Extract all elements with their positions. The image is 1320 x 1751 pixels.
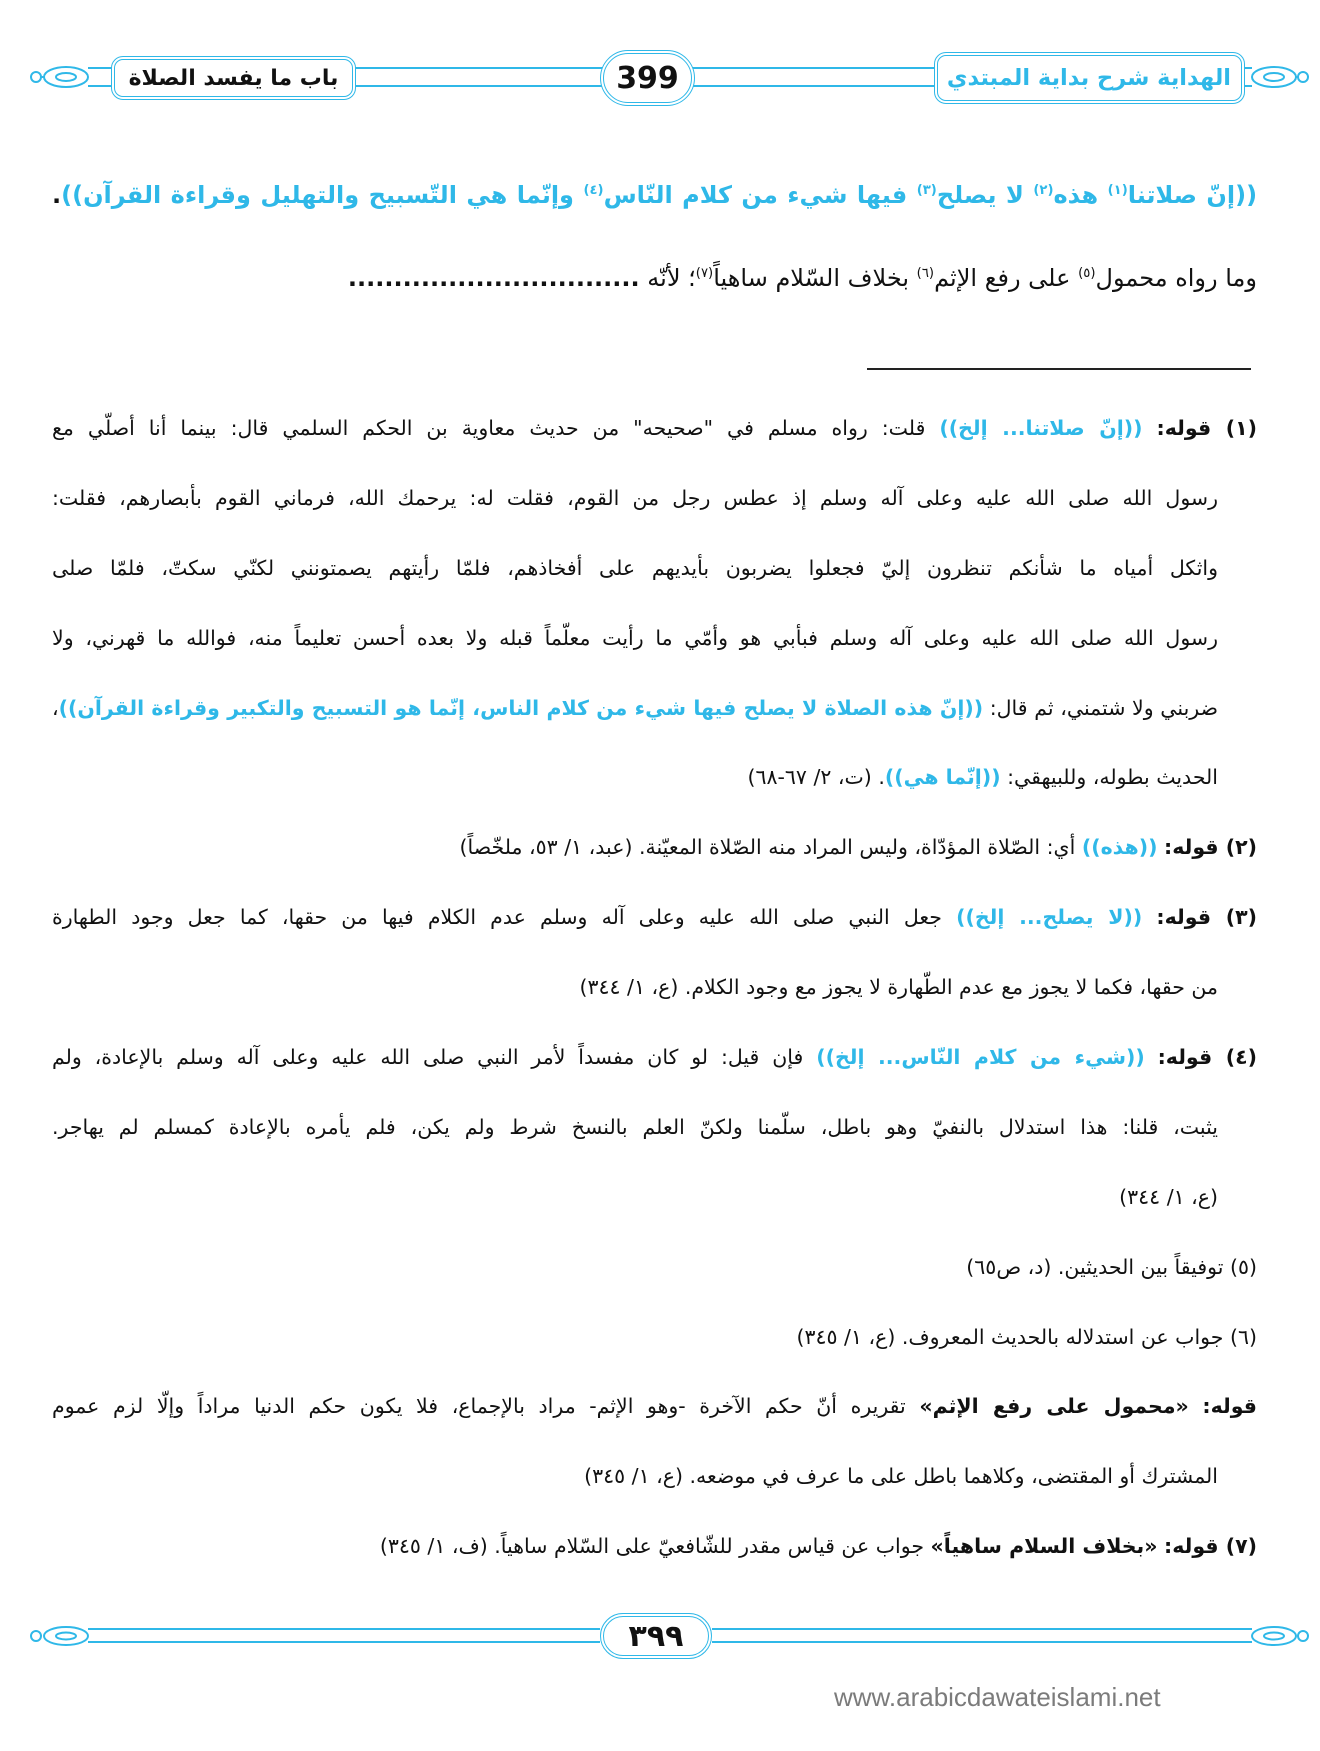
footnote-1-marker: (١) قوله: — [1156, 416, 1257, 440]
footer-page-number: ٣٩٩ — [628, 1618, 684, 1654]
footer-ornament-left — [31, 1627, 88, 1645]
footnote-1-line-3 — [52, 546, 1218, 590]
footnote-4-marker: (٤) قوله: — [1157, 1045, 1257, 1069]
footnote-3-text-2: من حقها، فكما لا يجوز مع عدم الطّهارة لا يجوز مع وجود الكلام. (ع، ١/ ٣٤٤) — [579, 975, 1218, 999]
matn-hadith-part-1: ((إنّ صلاتنا — [1127, 181, 1257, 209]
footnote-1-hadith-quote: ((إنّ هذه الصلاة لا يصلح فيها شيء من كلام الناس، إنّما هو التسبيح والتكبير وقراءة القرآن)) — [58, 696, 984, 720]
footnote-6-note-text-2: المشترك أو المقتضى، وكلاهما باطل على ما عرف في موضعه. (ع، ١/ ٣٤٥) — [584, 1464, 1218, 1488]
footnote-ref-6: (٦) — [916, 266, 935, 281]
footnote-2-marker: (٢) قوله: — [1164, 835, 1257, 859]
matn-hadith-part-4: فيها شيء من كلام النّاس — [603, 181, 908, 209]
footnote-1-line-6 — [52, 755, 1218, 799]
footnote-1-text-6: الحديث بطوله، وللبيهقي: — [1007, 765, 1218, 789]
footnote-6-line-1 — [52, 1315, 1257, 1359]
footnote-1-line-2 — [52, 476, 1218, 520]
footnote-ref-5: (٥) — [1078, 266, 1096, 281]
footnote-6-text-1: جواب عن استدلاله بالحديث المعروف. (ع، ١/ ٣٤٥) — [796, 1325, 1224, 1349]
footnote-2-text-1: أي: الصّلاة المؤدّاة، وليس المراد منه الصّلاة المعيّنة. (عبد، ١/ ٥٣، ملخّصاً) — [459, 835, 1076, 859]
matn-line-1 — [52, 167, 1257, 223]
footnote-6-note-text-1: تقريره أنّ حكم الآخرة -وهو الإثم- مراد بالإجماع، فلا يكون حكم الدنيا مراداً وإلّا لزم عموم — [52, 1394, 906, 1418]
footnote-1-text-2: رسول الله صلى الله عليه وعلى آله وسلم إذ عطس رجل من القوم، فقلت له: يرحمك الله، فرماني القوم بأبصارهم، فقلت: — [52, 486, 1218, 510]
footnote-2-quote: ((هذه)) — [1081, 835, 1158, 859]
header-ornament-right — [1252, 67, 1308, 87]
header-page-number: 399 — [616, 60, 679, 96]
footnote-6-note-line-1 — [52, 1384, 1257, 1428]
matn-line-1-period: . — [52, 181, 62, 209]
book-title: الهداية شرح بداية المبتدي — [946, 65, 1231, 91]
footnote-1-text-4: رسول الله صلى الله عليه وعلى آله وسلم فبأبي هو وأمّي ما رأيت معلّماً قبله ولا بعده أحسن تعليماً منه، فوالله ما قهرني، ولا — [52, 626, 1218, 650]
footnote-3-marker: (٣) قوله: — [1156, 905, 1257, 929]
footnote-ref-7: (٧) — [695, 266, 714, 281]
matn-text-part-4: ؛ لأنّه — [647, 264, 696, 292]
footnote-5-text-1: توفيقاً بين الحديثين. (د، ص٦٥) — [966, 1255, 1224, 1279]
continuation-dots: ................................ — [347, 264, 640, 292]
footer-ornament-right — [1252, 1627, 1308, 1645]
chapter-title: باب ما يفسد الصلاة — [128, 65, 339, 91]
footnote-4-line-2 — [52, 1105, 1218, 1149]
footnote-4-reference: (ع، ١/ ٣٤٤) — [1119, 1185, 1218, 1209]
chapter-title-box — [111, 56, 356, 100]
footnote-2-line-1 — [52, 825, 1257, 869]
footer-page-number-box — [600, 1613, 712, 1659]
footnote-5-line-1 — [52, 1245, 1257, 1289]
footnote-1-text-3: واثكل أمياه ما شأنكم تنظرون إليّ فجعلوا يضربون بأيديهم على أفخاذهم، فلمّا رأيتهم يصمتونني لكنّي سكتّ، فلمّا صلى — [52, 556, 1218, 580]
footnote-7-line-1 — [52, 1524, 1257, 1568]
footnote-6-note-quote: «محمول على رفع الإثم» — [919, 1394, 1189, 1418]
footnote-ref-3: (٣) — [916, 183, 937, 198]
footnote-1-text-1: قلت: رواه مسلم في "صحيحه" من حديث معاوية بن الحكم السلمي قال: بينما أنا أصلّي مع — [52, 416, 926, 440]
footnote-6-marker: (٦) — [1229, 1325, 1257, 1349]
footnote-4-line-1 — [52, 1035, 1257, 1079]
footnote-1-comma: ، — [52, 696, 59, 720]
footnote-1-text-5: ضربني ولا شتمني، ثم قال: — [989, 696, 1218, 720]
header-ornament-left — [31, 67, 88, 87]
footnote-1-line-5 — [52, 686, 1218, 730]
footnote-ref-2: (٢) — [1033, 183, 1054, 198]
matn-hadith-part-5: وإنّما هي التّسبيح والتهليل وقراءة القرآن)) — [61, 181, 574, 209]
footnote-1-quote: ((إنّ صلاتنا... إلخ)) — [939, 416, 1143, 440]
matn-hadith-part-2: هذه — [1053, 181, 1099, 209]
footnote-4-quote: ((شيء من كلام النّاس... إلخ)) — [816, 1045, 1145, 1069]
footnote-1-line-1 — [52, 406, 1257, 450]
matn-hadith-part-3: لا يصلح — [936, 181, 1024, 209]
matn-text-part-2: على رفع الإثم — [934, 264, 1071, 292]
footnote-3-quote: ((لا يصلح... إلخ)) — [956, 905, 1143, 929]
footnote-4-text-2: يثبت، قلنا: هذا استدلال بالنفيّ وهو باطل، سلّمنا ولكنّ العلم بالنسخ شرط ولم يكن، فلم يأمره بالإعادة كمسلم لم يهاجر. — [52, 1115, 1218, 1139]
footnote-7-quote: «بخلاف السلام ساهياً» — [930, 1534, 1158, 1558]
footnote-ref-1: (١) — [1107, 183, 1128, 198]
footnote-3-line-1 — [52, 895, 1257, 939]
footnote-separator — [867, 368, 1251, 370]
footnote-3-text-1: جعل النبي صلى الله عليه وعلى آله وسلم عدم الكلام فيها من حقها، كما جعل وجود الطهارة — [52, 905, 942, 929]
footnote-7-text-1: جواب عن قياس مقدر للشّافعيّ على السّلام ساهياً. (ف، ١/ ٣٤٥) — [379, 1534, 925, 1558]
matn-text-part-3: بخلاف السّلام ساهياً — [713, 264, 910, 292]
footnote-5-marker: (٥) — [1229, 1255, 1257, 1279]
matn-text-part-1: وما رواه محمول — [1095, 264, 1257, 292]
footnote-4-line-3 — [52, 1175, 1218, 1219]
footnote-6-note-marker: قوله: — [1202, 1394, 1257, 1418]
book-title-box — [934, 52, 1245, 104]
matn-line-2 — [52, 251, 1257, 305]
footnote-7-marker: (٧) قوله: — [1164, 1534, 1257, 1558]
footnote-ref-4: (٤) — [583, 183, 604, 198]
footnote-1-bayhaqi-quote: ((إنّما هي)) — [884, 765, 1001, 789]
footnote-4-text-1: فإن قيل: لو كان مفسداً لأمر النبي صلى الله عليه وعلى آله وسلم بالإعادة، ولم — [52, 1045, 804, 1069]
header-page-number-box — [600, 50, 695, 106]
footer-website-url: www.arabicdawateislami.net — [834, 1682, 1161, 1712]
footnote-3-line-2 — [52, 965, 1218, 1009]
footnote-1-line-4 — [52, 616, 1218, 660]
footnote-6-note-line-2 — [52, 1454, 1218, 1498]
footnote-1-reference: . (ت، ٢/ ٦٧-٦٨) — [747, 765, 885, 789]
